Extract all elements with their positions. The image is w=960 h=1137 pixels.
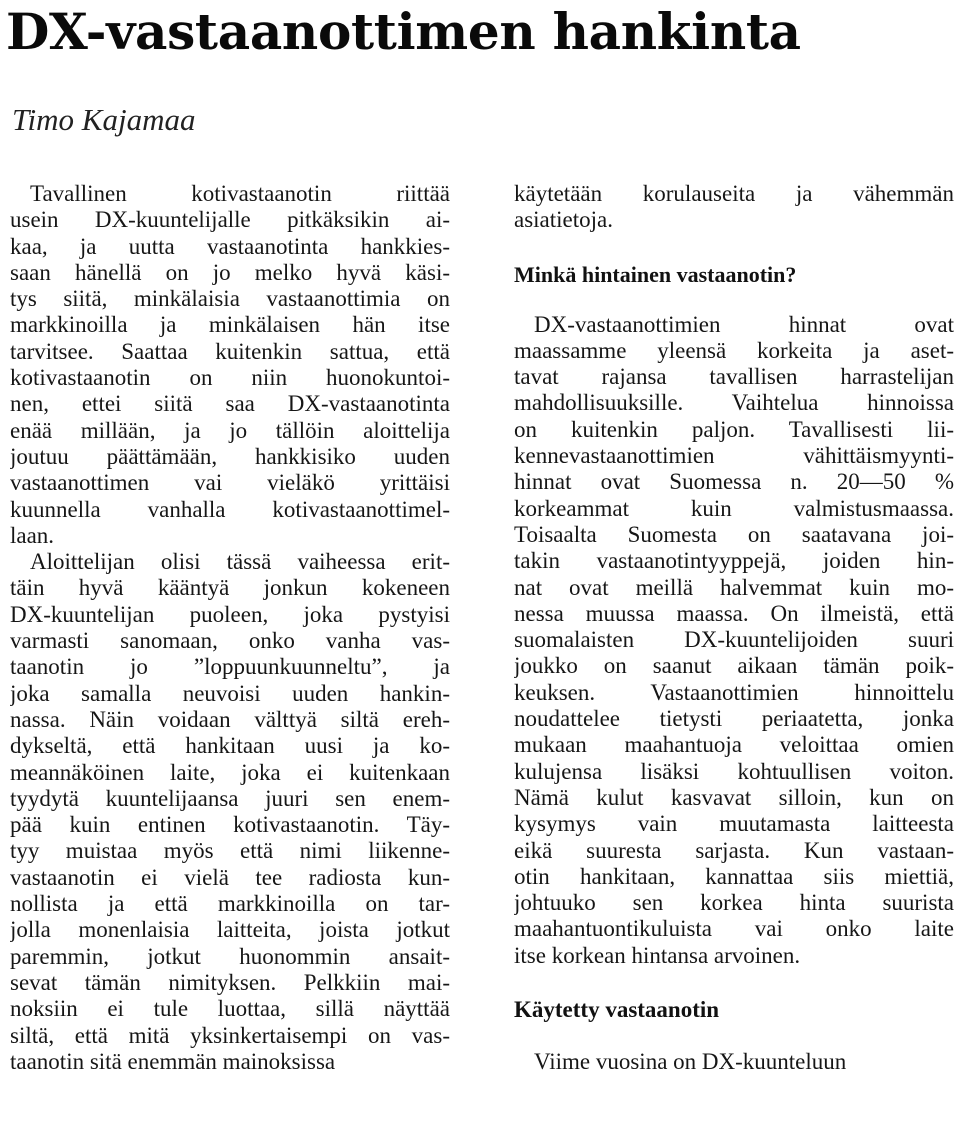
text-line: maahantuontikuluista vai onko laite	[514, 916, 954, 942]
text-line: johtuuko sen korkea hinta suurista	[514, 890, 954, 916]
text-line: kuunnella vanhalla kotivastaanottimel-	[10, 496, 450, 522]
text-line: suomalaisten DX-kuuntelijoiden suuri	[514, 627, 954, 653]
text-line: joutuu päättämään, hankkisiko uuden	[10, 443, 450, 469]
text-line: tys siitä, minkälaisia vastaanottimia on	[10, 286, 450, 312]
text-line: noudattelee tietysti periaatetta, jonka	[514, 706, 954, 732]
text-line: noksiin ei tule luottaa, sillä näyttää	[10, 996, 450, 1022]
text-line: hinnat ovat Suomessa n. 20—50 %	[514, 469, 954, 495]
text-line: kaa, ja uutta vastaanotinta hankkies-	[10, 233, 450, 259]
text-line: saan hänellä on jo melko hyvä käsi-	[10, 259, 450, 285]
text-line: laan.	[10, 522, 55, 548]
text-line: DX-vastaanottimien hinnat ovat	[534, 311, 954, 337]
text-line: Viime vuosina on DX-kuunteluun	[534, 1049, 847, 1075]
text-line: on kuitenkin paljon. Tavallisesti lii-	[514, 416, 954, 442]
text-line: korkeammat kuin valmistusmaassa.	[514, 495, 954, 521]
paragraph-used	[514, 1049, 954, 1075]
text-line: tavat rajansa tavallisen harrastelijan	[514, 364, 954, 390]
text-line: siltä, että mitä yksinkertaisempi on vas-	[10, 1022, 450, 1048]
text-line: tyy muistaa myös että nimi liikenne-	[10, 838, 450, 864]
text-line: DX-kuuntelijan puoleen, joka pystyisi	[10, 601, 450, 627]
text-line: tyydytä kuuntelijaansa juuri sen enem-	[10, 785, 450, 811]
text-line: täin hyvä kääntyä jonkun kokeneen	[10, 575, 450, 601]
text-line: nassa. Näin voidaan välttyä siltä ereh-	[10, 706, 450, 732]
text-line: kotivastaanotin on niin huonokuntoi-	[10, 365, 450, 391]
text-line: sevat tämän nimityksen. Pelkkiin mai-	[10, 969, 450, 995]
text-line: otin hankitaan, kannattaa siis miettiä,	[514, 863, 954, 889]
right-column	[514, 181, 954, 1075]
text-line: nessa muussa maassa. On ilmeistä, että	[514, 600, 954, 626]
left-column	[10, 181, 450, 1075]
text-line: kysymys vain muutamasta laitteesta	[514, 811, 954, 837]
text-line: Nämä kulut kasvavat silloin, kun on	[514, 784, 954, 810]
author-name: Timo Kajamaa	[12, 102, 196, 137]
text-line: nat ovat meillä halvemmat kuin mo-	[514, 574, 954, 600]
text-line: enää millään, ja jo tällöin aloittelija	[10, 417, 450, 443]
text-line: joukko on saanut aikaan tämän poik-	[514, 653, 954, 679]
text-line: takin vastaanotintyyppejä, joiden hin-	[514, 548, 954, 574]
text-line: eikä suuresta sarjasta. Kun vastaan-	[514, 837, 954, 863]
text-line: markkinoilla ja minkälaisen hän itse	[10, 312, 450, 338]
text-line: dykseltä, että hankitaan uusi ja ko-	[10, 733, 450, 759]
text-line: taanotin jo ”loppuunkuunneltu”, ja	[10, 654, 450, 680]
text-line: Toisaalta Suomesta on saatavana joi-	[514, 521, 954, 547]
text-line: asiatietoja.	[514, 207, 613, 233]
paragraph-intro	[10, 181, 450, 549]
text-line: mukaan maahantuoja veloittaa omien	[514, 732, 954, 758]
text-line: usein DX-kuuntelijalle pitkäksikin ai-	[10, 207, 450, 233]
article-title: DX-vastaanottimen hankinta	[6, 2, 801, 61]
text-line: maassamme yleensä korkeita ja aset-	[514, 337, 954, 363]
text-line: itse korkean hintansa arvoinen.	[514, 942, 801, 968]
text-line: meannäköinen laite, joka ei kuitenkaan	[10, 759, 450, 785]
text-line: keuksen. Vastaanottimien hinnoittelu	[514, 679, 954, 705]
text-line: Tavallinen kotivastaanotin riittää	[30, 181, 450, 206]
text-line: taanotin sitä enemmän mainoksissa	[10, 1048, 336, 1074]
text-line: tarvitsee. Saattaa kuitenkin sattua, että	[10, 338, 450, 364]
text-line: paremmin, jotkut huonommin ansait-	[10, 943, 450, 969]
text-line: nollista ja että markkinoilla on tar-	[10, 891, 450, 917]
section-heading-price: Minkä hintainen vastaanotin?	[514, 261, 797, 287]
paragraph-price	[514, 312, 954, 969]
text-line: vastaanottimen vai vieläkö yrittäisi	[10, 470, 450, 496]
text-line: jolla monenlaisia laitteita, joista jotkut	[10, 917, 450, 943]
text-line: kulujensa lisäksi kohtuullisen voiton.	[514, 758, 954, 784]
paragraph-advice	[10, 549, 450, 1075]
text-line: mahdollisuuksille. Vaihtelua hinnoissa	[514, 390, 954, 416]
text-line: Aloittelijan olisi tässä vaiheessa erit-	[30, 549, 450, 575]
text-line: varmasti sanomaan, onko vanha vas-	[10, 628, 450, 654]
text-line: vastaanotin ei vielä tee radiosta kun-	[10, 864, 450, 890]
text-line: pää kuin entinen kotivastaanotin. Täy-	[10, 812, 450, 838]
paragraph-continuation	[514, 181, 954, 234]
text-line: kennevastaanottimien vähittäismyynti-	[514, 443, 954, 469]
text-line: nen, ettei siitä saa DX-vastaanotinta	[10, 391, 450, 417]
text-line: käytetään korulauseita ja vähemmän	[514, 181, 954, 206]
section-heading-used-receiver: Käytetty vastaanotin	[514, 997, 720, 1023]
text-line: joka samalla neuvoisi uuden hankin-	[10, 680, 450, 706]
